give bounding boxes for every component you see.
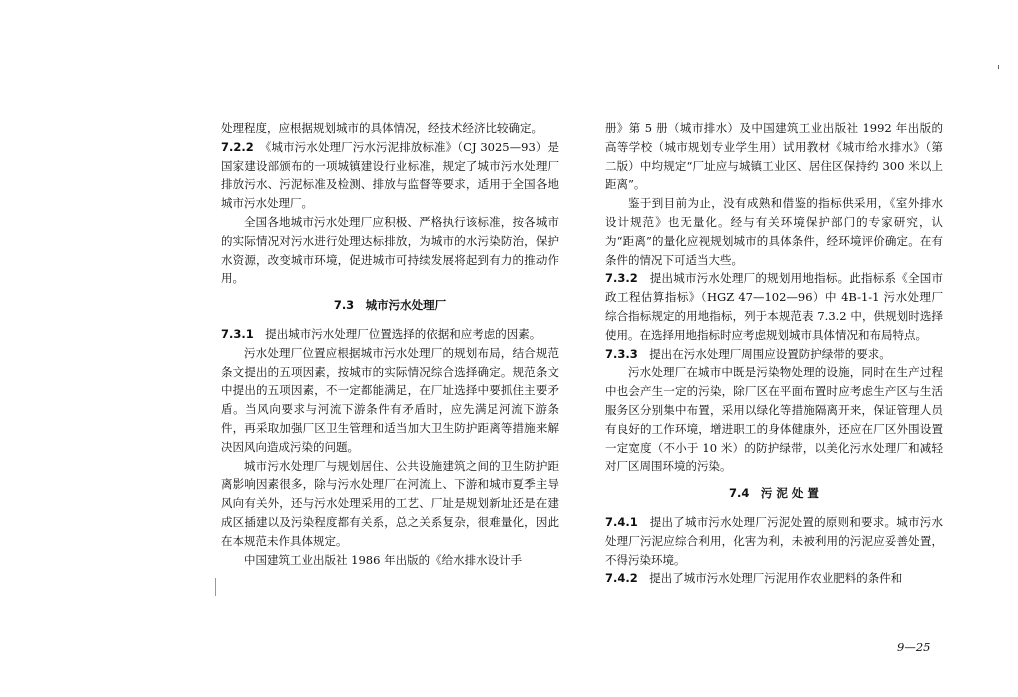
clause-7-3-3 (605, 345, 943, 364)
paragraph: 册》第 5 册（城市排水）及中国建筑工业出版社 1992 年出版的高等学校（城市规划专业学生用）试用教材《城市给水排水》（第二版）中均规定“厂址应与城镇工业区、居住区保持约 300 米以上距离”。 (605, 121, 943, 192)
clause-7-4-2 (605, 569, 943, 588)
paragraph: 中国建筑工业出版社 1986 年出版的《给水排水设计手 (244, 552, 523, 567)
section-heading-7-4: 7.4 污 泥 处 置 (729, 486, 819, 501)
paragraph: 鉴于到目前为止，没有成熟和借鉴的指标供采用，《室外排水设计规范》也无量化。经与有关环境保护部门的专家研究，认为“距离”的量化应视规划城市的具体条件，经环境评价确定。在有条件的情况下可适当大些。 (605, 196, 943, 267)
clause-7-3-1 (221, 325, 559, 344)
clause-number: 7.4.2 (605, 571, 638, 586)
paragraph: 污水处理厂位置应根据城市污水处理厂的规划布局，结合规范条文提出的五项因素，按城市的实际情况综合选择确定。规范条文中提出的五项因素，不一定都能满足，在厂址选择中要抓住主要矛盾。当风向要求与河流下游条件有矛盾时，应先满足河流下游条件，再采取加强厂区卫生管理和适当加大卫生防护距离等措施来解决因风向造成污染的问题。 (221, 345, 559, 454)
clause-text: 《城市污水处理厂污水污泥排放标准》（CJ 3025—93）是国家建设部颁布的一项城镇建设行业标准，规定了城市污水处理厂排放污水、污泥标准及检测、排放与监督等要求，适用于全国各地城市污水处理厂。 (221, 139, 560, 211)
right-column (605, 119, 943, 588)
clause-number: 7.4.1 (605, 514, 638, 529)
left-column (221, 119, 559, 569)
clause-text: 提出在污水处理厂周围应设置防护绿带的要求。 (649, 346, 891, 361)
paragraph: 全国各地城市污水处理厂应积极、严格执行该标准，按各城市的实际情况对污水进行处理达标排放，为城市的水污染防治，保护水资源，改变城市环境，促进城市可持续发展将起到有力的推动作用。 (221, 214, 559, 286)
clause-number: 7.3.1 (221, 326, 254, 341)
scan-mark (215, 578, 216, 596)
page-number: 9—25 (897, 640, 931, 654)
clause-7-3-2 (605, 269, 943, 344)
clause-7-2-2 (221, 138, 559, 213)
paragraph: 污水处理厂在城市中既是污染物处理的设施，同时在生产过程中也会产生一定的污染，除厂区在平面布置时应考虑生产区与生活服务区分别集中布置，采用以绿化等措施隔离开来，保证管理人员有良好的工作环境，增进职工的身体健康外，还应在厂区外围设置一定宽度（不小于 10 米）的防护绿带，以美化污水处理厂和减轻对厂区周围环境的污染。 (605, 365, 943, 474)
clause-number: 7.3.2 (605, 271, 638, 286)
scan-mark (998, 65, 999, 69)
clause-number: 7.3.3 (605, 346, 638, 361)
clause-text: 提出了城市污水处理厂污泥处置的原则和要求。城市污水处理厂污泥应综合利用，化害为利，未被利用的污泥应妥善处置，不得污染环境。 (605, 514, 944, 567)
paragraph: 城市污水处理厂与规划居住、公共设施建筑之间的卫生防护距离影响因素很多，除与污水处理厂在河流上、下游和城市夏季主导风向有关外，还与污水处理采用的工艺、厂址是规划新址还是在建成区插建以及污染程度都有关系，总之关系复杂，很难量化，因此在本规范未作具体规定。 (221, 458, 559, 548)
clause-text: 提出城市污水处理厂的规划用地指标。此指标系《全国市政工程估算指标》（HGZ 47—102—96）中 4B-1-1 污水处理厂综合指标规定的用地指标，列于本规范表 7.3.2 中，供规划时选择使用。在选择用地指标时应考虑规划城市具体情况和布局特点。 (605, 271, 944, 342)
clause-text: 提出城市污水处理厂位置选择的依据和应考虑的因素。 (265, 326, 542, 341)
section-heading-7-3: 7.3 城市污水处理厂 (333, 298, 447, 313)
paragraph: 处理程度，应根据规划城市的具体情况，经技术经济比较确定。 (221, 121, 543, 135)
clause-number: 7.2.2 (221, 139, 254, 154)
clause-text: 提出了城市污水处理厂污泥用作农业肥料的条件和 (649, 571, 903, 586)
clause-7-4-1 (605, 513, 943, 569)
